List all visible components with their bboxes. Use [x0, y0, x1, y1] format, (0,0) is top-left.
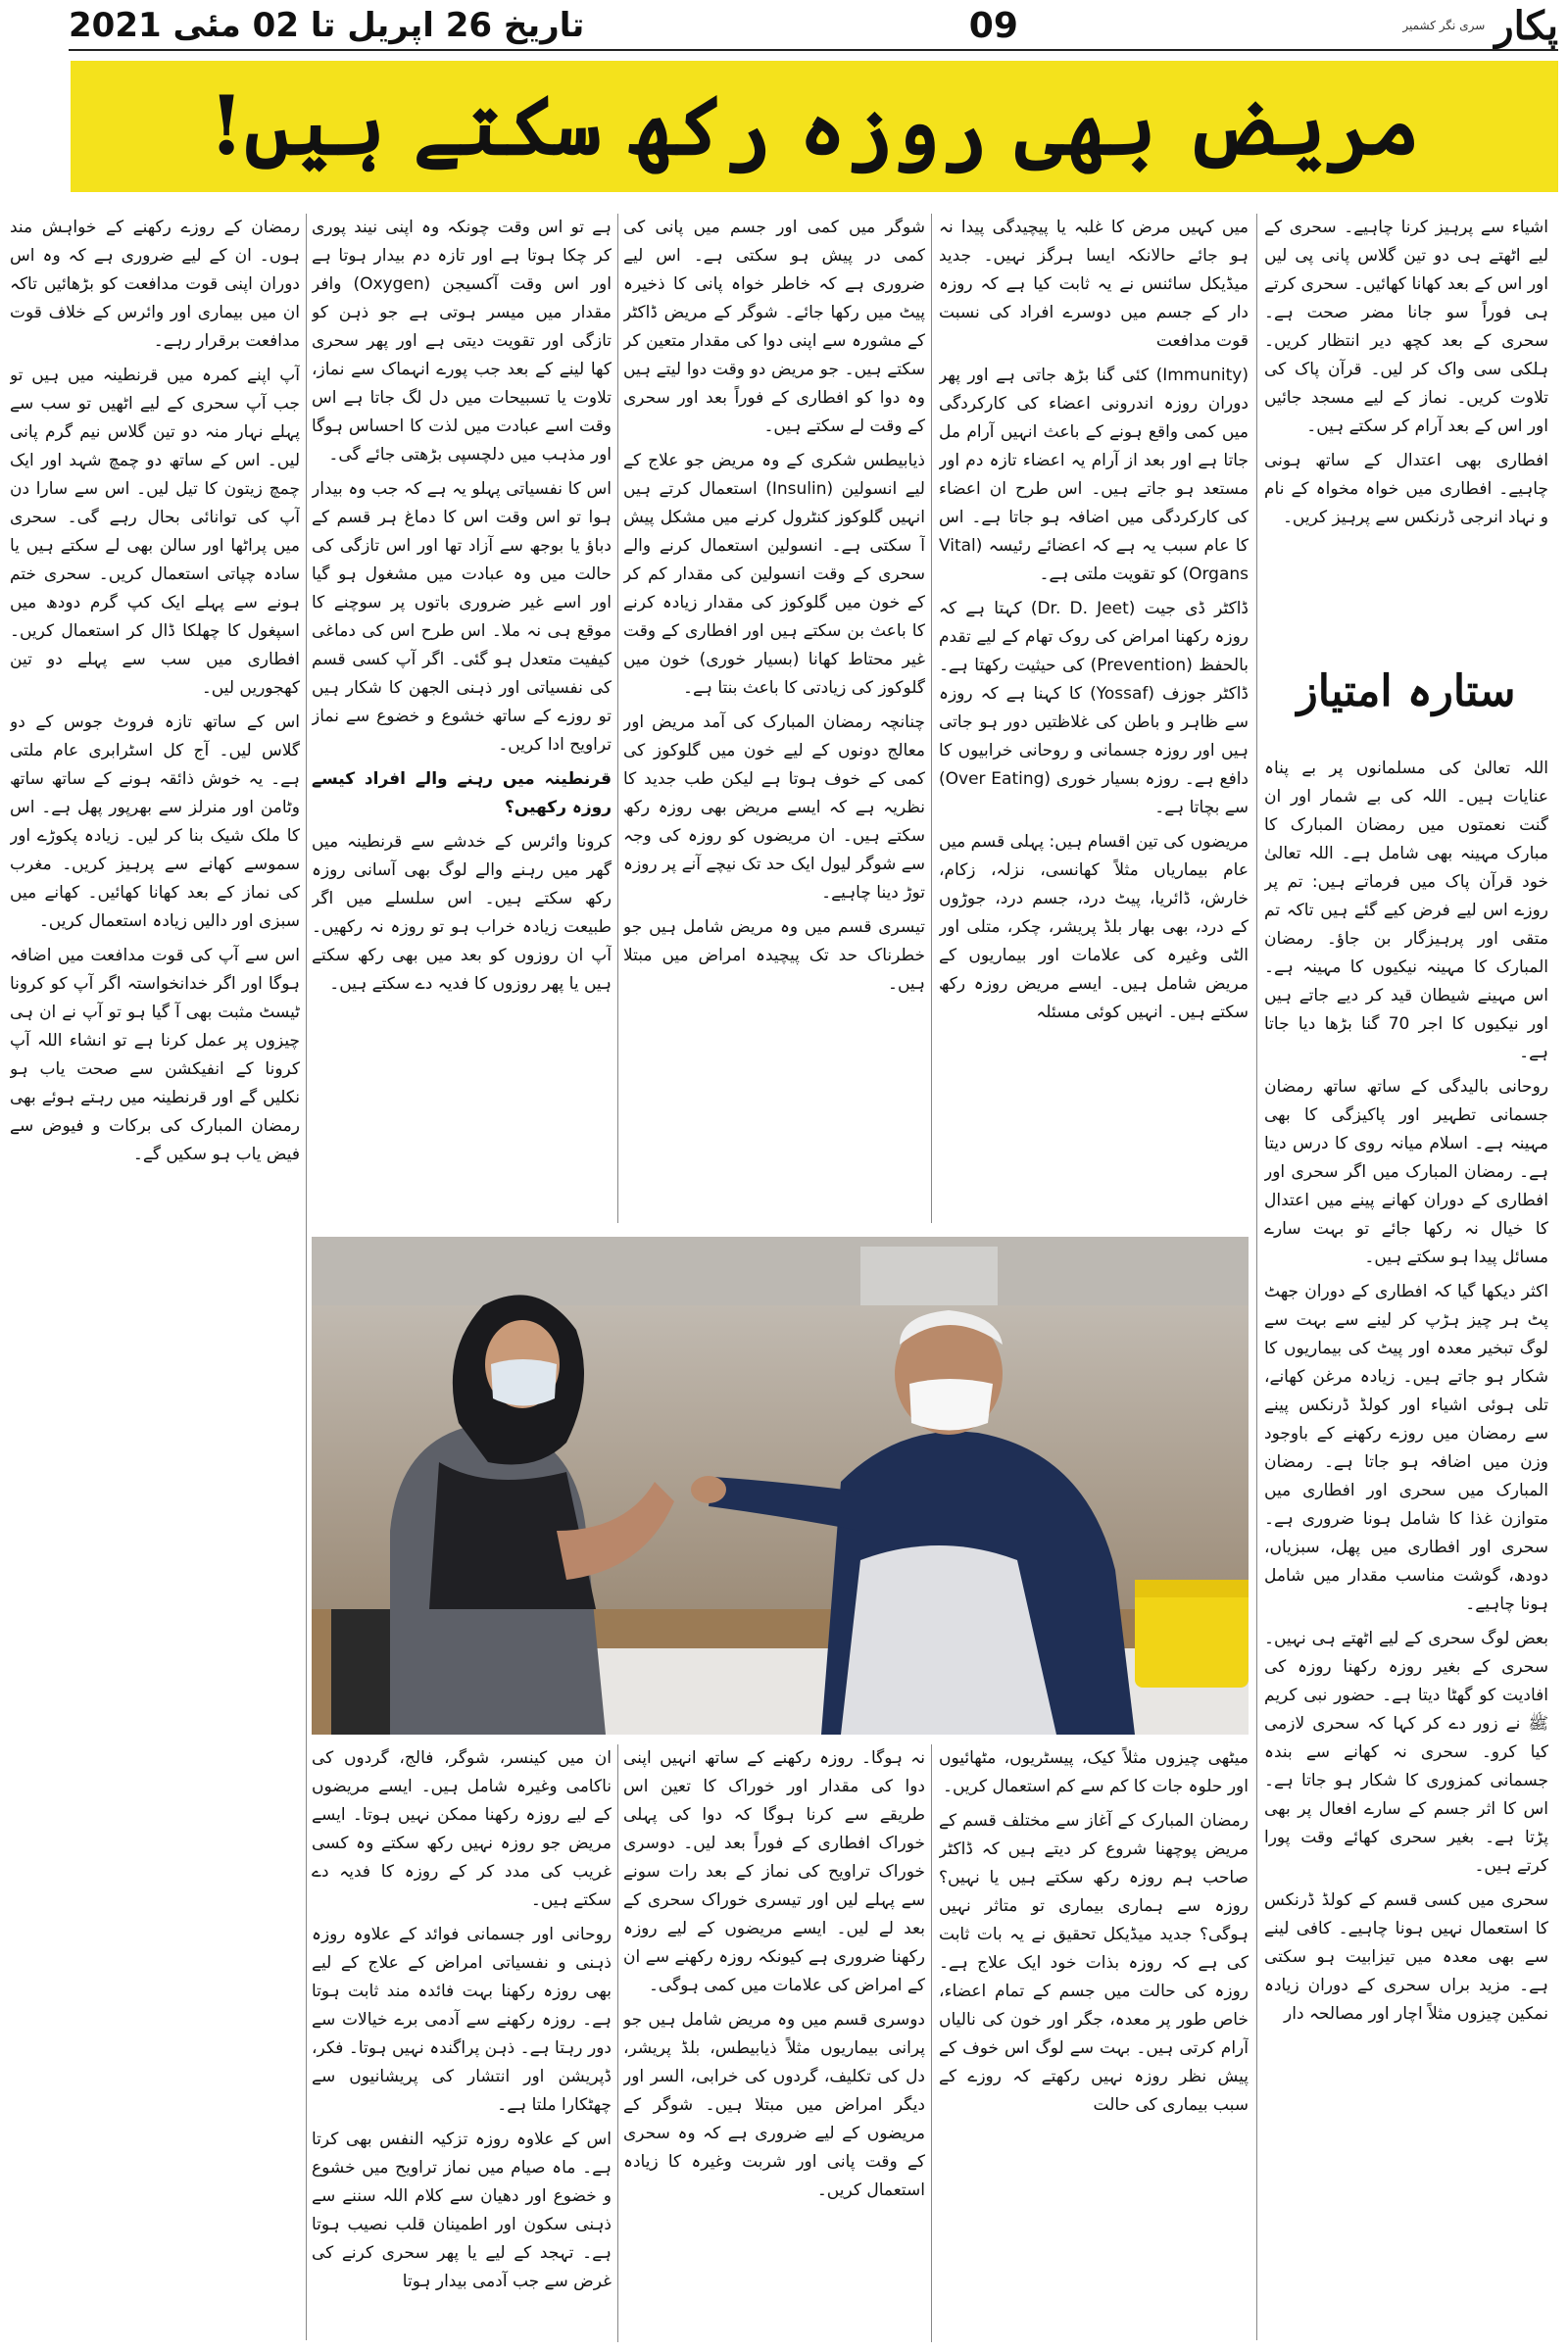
paragraph: افطاری بھی اعتدال کے ساتھ ہونی چاہیے۔ افطاری میں خواہ مخواہ کے نام و نہاد انرجی ڈرنکس سے پرہیز کریں۔ [1264, 451, 1548, 527]
subheading: قرنطینہ میں رہنے والے افراد کیسے روزہ رکھیں؟ [312, 769, 612, 817]
column-1-top [1264, 214, 1548, 645]
header-rule [69, 49, 1558, 51]
column-1 [1264, 755, 1548, 2342]
paragraph: سحری میں کسی قسم کے کولڈ ڈرنکس کا استعمال نہیں ہونا چاہیے۔ کافی لینے سے بھی معدہ میں تیزابیت ہو سکتی ہے۔ مزید براں سحری کے دوران زیادہ نمکین چیزوں مثلاً اچار اور مصالحہ دار [1264, 1890, 1548, 2024]
paragraph: ذیابیطس شکری کے وہ مریض جو علاج کے لیے انسولین (Insulin) استعمال کرتے ہیں انہیں گلوکوز کنٹرول کرنے میں مشکل پیش آ سکتی ہے۔ انسولین استعمال کرنے والے سحری کے وقت انسولین کی مقدار کم کر کے خون میں گلوکوز کی مقدار زیادہ کرنے کا باعث بن سکتے ہیں اور افطاری کے وقت غیر محتاط کھانا (بسیار خوری) خون میں گلوکوز کی زیادتی کا باعث بنتا ہے۔ [623, 451, 925, 698]
paragraph: (Immunity) کئی گنا بڑھ جاتی ہے اور پھر دوران روزہ اندرونی اعضاء کی کارکردگی میں کمی واقع ہونے کے باعث انہیں آرام مل جاتا ہے اور بعد از آرام یہ اعضاء تازہ دم اور مستعد ہو جاتے ہیں۔ اس طرح ان اعضاء کی کارکردگی میں اضافہ ہو جاتا ہے۔ اس کا عام سبب یہ ہے کہ اعضائے رئیسہ (Vital Organs) کو تقویت ملتی ہے۔ [939, 366, 1249, 584]
headline: مریض بھی روزہ رکھ سکتے ہیں! [209, 79, 1420, 173]
paragraph: نہ ہوگا۔ روزہ رکھنے کے ساتھ انہیں اپنی دوا کی مقدار اور خوراک کا تعین اس طریقے سے کرنا ہوگا کہ دوا کی پہلی خوراک افطاری کے فوراً بعد لیں۔ دوسری خوراک تراویح کی نماز کے بعد رات سونے سے پہلے لیں اور تیسری خوراک سحری کے بعد لے لیں۔ ایسے مریضوں کے لیے روزہ رکھنا ضروری ہے کیونکہ روزہ رکھنے سے ان کے امراض کی علامات میں کمی ہوگی۔ [623, 1748, 925, 1995]
masthead-logo: پکار [1494, 2, 1558, 49]
paragraph: اس کے ساتھ تازہ فروٹ جوس کے دو گلاس لیں۔ آج کل اسٹرابری عام ملتی ہے۔ یہ خوش ذائقہ ہونے کے ساتھ ساتھ وٹامن اور منرلز سے بھرپور پھل ہے۔ اس کا ملک شیک بنا کر لیں۔ زیادہ پکوڑے اور سموسے کھانے سے پرہیز کریں۔ مغرب کی نماز کے بعد کھانا کھائیں۔ کھانے میں سبزی اور دالیں زیادہ استعمال کریں۔ [10, 712, 300, 931]
paragraph: روحانی بالیدگی کے ساتھ ساتھ رمضان جسمانی تطہیر اور پاکیزگی کا بھی مہینہ ہے۔ اسلام میانہ روی کا درس دیتا ہے۔ رمضان المبارک میں اگر سحری اور افطاری کے دوران کھانے پینے میں اعتدال کا خیال نہ رکھا جائے تو بہت سارے مسائل پیدا ہو سکتے ہیں۔ [1264, 1077, 1548, 1267]
paragraph: اللہ تعالیٰ کی مسلمانوں پر بے پناہ عنایات ہیں۔ اللہ کی بے شمار اور ان گنت نعمتوں میں رمضان المبارک کا مبارک مہینہ بھی شامل ہے۔ اللہ تعالیٰ خود قرآن پاک میں فرماتے ہیں: تم پر روزے اس لیے فرض کیے گئے ہیں تاکہ تم متقی اور پرہیزگار بن جاؤ۔ رمضان المبارک کا مہینہ نیکیوں کا مہینہ ہے۔ اس مہینے شیطان قید کر دیے جاتے ہیں اور نیکیوں کا اجر 70 گنا بڑھا دیا جاتا ہے۔ [1264, 759, 1548, 1062]
column-3-bottom [623, 1744, 925, 2342]
paragraph: بعض لوگ سحری کے لیے اٹھتے ہی نہیں۔ سحری کے بغیر روزہ رکھنا روزہ کی افادیت کو گھٹا دیتا ہے۔ حضور نبی کریم ﷺ نے زور دے کر کہا کہ سحری لازمی کیا کرو۔ سحری نہ کھانے سے بندہ جسمانی کمزوری کا شکار ہو جاتا ہے۔ اس کا اثر جسم کے سارے افعال پر بھی پڑتا ہے۔ بغیر سحری کھائے وقت پورا کرتے ہیں۔ [1264, 1629, 1548, 1876]
column-4 [312, 214, 612, 1213]
paragraph: تیسری قسم میں وہ مریض شامل ہیں جو خطرناک حد تک پیچیدہ امراض میں مبتلا ہیں۔ [623, 917, 925, 994]
paragraph: روحانی اور جسمانی فوائد کے علاوہ روزہ ذہنی و نفسیاتی امراض کے علاج کے لیے بھی روزہ رکھنا بہت فائدہ مند ثابت ہوتا ہے۔ روزہ رکھنے سے آدمی برے خیالات سے دور رہتا ہے۔ ذہن پراگندہ نہیں ہوتا۔ فکر، ڈپریشن اور انتشار کی پریشانیوں سے چھٹکارا ملتا ہے۔ [312, 1925, 612, 2115]
column-5 [10, 214, 300, 2340]
headline-banner [71, 61, 1558, 192]
paragraph: ہے تو اس وقت چونکہ وہ اپنی نیند پوری کر چکا ہوتا ہے اور تازہ دم بیدار ہوتا ہے اور اس وقت آکسیجن (Oxygen) وافر مقدار میں میسر ہوتی ہے جو ذہن کو تازگی اور تقویت دیتی ہے اور پھر سحری کھا لینے کے بعد جب پورے انہماک سے نماز، تلاوت یا تسبیحات میں دل لگ جاتا ہے اس وقت اسے عبادت میں لذت کا احساس ہوگا اور مذہب میں دلچسپی بڑھتی جائے گی۔ [312, 218, 612, 465]
column-2 [939, 214, 1249, 1213]
column-2-bottom [939, 1744, 1249, 2342]
masthead-subtitle: سری نگر کشمیر [1402, 19, 1486, 32]
paragraph: ان میں کینسر، شوگر، فالج، گردوں کی ناکامی وغیرہ شامل ہیں۔ ایسے مریضوں کے لیے روزہ رکھنا ممکن نہیں ہوتا۔ ایسے مریض جو روزہ نہیں رکھ سکتے وہ کسی غریب کی مدد کر کے روزہ کا فدیہ دے سکتے ہیں۔ [312, 1748, 612, 1910]
paragraph: میں کہیں مرض کا غلبہ یا پیچیدگی پیدا نہ ہو جائے حالانکہ ایسا ہرگز نہیں۔ جدید میڈیکل سائنس نے یہ ثابت کیا ہے کہ روزہ دار کے جسم میں دوسرے افراد کی نسبت قوت مدافعت [939, 218, 1249, 351]
paragraph: مریضوں کی تین اقسام ہیں: پہلی قسم میں عام بیماریاں مثلاً کھانسی، نزلہ، زکام، خارش، ڈائریا، پیٹ درد، جسم درد، جوڑوں کے درد، بھی بھار بلڈ پریشر، چکر، متلی اور الٹی وغیرہ کی علامات اور بیماریوں کے مریض شامل ہیں۔ ایسے مریض روزہ رکھ سکتے ہیں۔ انہیں کوئی مسئلہ [939, 832, 1249, 1022]
header-bar [69, 2, 1558, 49]
paragraph: دوسری قسم میں وہ مریض شامل ہیں جو پرانی بیماریوں مثلاً ذیابیطس، بلڈ پریشر، دل کی تکلیف، گردوں کی خرابی، السر اور دیگر امراض میں مبتلا ہیں۔ شوگر کے مریضوں کے لیے ضروری ہے کہ وہ سحری کے وقت پانی اور شربت وغیرہ کا زیادہ استعمال کریں۔ [623, 2010, 925, 2200]
paragraph: کرونا وائرس کے خدشے سے قرنطینہ میں گھر میں رہنے والے لوگ بھی آسانی روزہ رکھ سکتے ہیں۔ اس سلسلے میں اگر طبیعت زیادہ خراب ہو تو روزہ نہ رکھیں۔ آپ ان روزوں کو بعد میں بھی رکھ سکتے ہیں یا پھر روزوں کا فدیہ دے سکتے ہیں۔ [312, 832, 612, 994]
paragraph: اس کا نفسیاتی پہلو یہ ہے کہ جب وہ بیدار ہوا تو اس وقت اس کا دماغ ہر قسم کے دباؤ یا بوجھ سے آزاد تھا اور اس تازگی کی حالت میں وہ عبادت میں مشغول ہو گیا اور اسے غیر ضروری باتوں پر سوچنے کا موقع ہی نہ ملا۔ اس طرح اس کی دماغی کیفیت متعدل ہو گئی۔ اگر آپ کسی قسم کی نفسیاتی اور ذہنی الجھن کا شکار ہیں تو روزے کے ساتھ خشوع و خضوع سے نماز تراویح ادا کریں۔ [312, 479, 612, 755]
paragraph: میٹھی چیزوں مثلاً کیک، پیسٹریوں، مٹھائیوں اور حلوہ جات کا کم سے کم استعمال کریں۔ [939, 1748, 1249, 1796]
paragraph: اشیاء سے پرہیز کرنا چاہیے۔ سحری کے لیے اٹھتے ہی دو تین گلاس پانی پی لیں اور اس کے بعد کھانا کھائیں۔ سحری کرتے ہی فوراً سو جانا مضر صحت ہے۔ سحری کے بعد کچھ دیر انتظار کریں۔ ہلکی سی واک کر لیں۔ قرآن پاک کی تلاوت کریں۔ نماز کے لیے مسجد جائیں اور اس کے بعد آرام کر سکتے ہیں۔ [1264, 218, 1548, 436]
paragraph: آپ اپنے کمرہ میں قرنطینہ میں ہیں تو جب آپ سحری کے لیے اٹھیں تو سب سے پہلے نہار منہ دو تین گلاس نیم گرم پانی لیں۔ اس کے ساتھ دو چمچ شہد اور ایک چمچ زیتون کا تیل لیں۔ اس سے سارا دن آپ کی توانائی بحال رہے گی۔ سحری میں پراٹھا اور سالن بھی لے سکتے ہیں یا سادہ چپاتی استعمال کریں۔ سحری ختم ہونے سے پہلے ایک کپ گرم دودھ میں اسپغول کا چھلکا ڈال کر استعمال کریں۔ افطاری میں سب سے پہلے دو تین کھجوریں لیں۔ [10, 366, 300, 698]
paragraph: چنانچہ رمضان المبارک کی آمد مریض اور معالج دونوں کے لیے خون میں گلوکوز کی کمی کے خوف ہوتا ہے لیکن طب جدید کا نظریہ ہے کہ ایسے مریض بھی روزہ رکھ سکتے ہیں۔ ان مریضوں کو روزہ کی وجہ سے شوگر لیول ایک حد تک نیچے آنے پر روزہ توڑ دینا چاہیے۔ [623, 712, 925, 903]
issue-date: تاریخ 26 اپریل تا 02 مئی 2021 [69, 6, 585, 45]
column-3 [623, 214, 925, 1213]
masthead [1402, 3, 1558, 49]
paragraph: رمضان المبارک کے آغاز سے مختلف قسم کے مریض پوچھنا شروع کر دیتے ہیں کہ ڈاکٹر صاحب ہم روزہ رکھ سکتے ہیں یا نہیں؟ روزہ سے ہماری بیماری تو متاثر نہیں ہوگی؟ جدید میڈیکل تحقیق نے یہ بات ثابت کی ہے کہ روزہ بذات خود ایک علاج ہے۔ روزہ کی حالت میں جسم کے تمام اعضاء، خاص طور پر معدہ، جگر اور خون کی نالیاں آرام کرتی ہیں۔ بہت سے لوگ اس خوف کے پیش نظر روزہ نہیں رکھتے کہ روزے کے سبب بیماری کی حالت [939, 1811, 1249, 2115]
page-number: 09 [968, 5, 1018, 46]
paragraph: شوگر میں کمی اور جسم میں پانی کی کمی در پیش ہو سکتی ہے۔ اس لیے ضروری ہے کہ خاطر خواہ پانی کا ذخیرہ پیٹ میں رکھا جائے۔ شوگر کے مریض ڈاکٹر کے مشورہ سے اپنی دوا کی مقدار متعین کر سکتے ہیں۔ جو مریض دو وقت دوا لیتے ہیں وہ دوا کو افطاری کے فوراً بعد اور سحری کے وقت لے سکتے ہیں۔ [623, 218, 925, 436]
paragraph: اکثر دیکھا گیا کہ افطاری کے دوران جھٹ پٹ ہر چیز ہڑپ کر لینے سے بہت سے لوگ تبخیر معدہ اور پیٹ کی بیماریوں کا شکار ہو جاتے ہیں۔ زیادہ مرغن کھانے، تلی ہوئی اشیاء اور کولڈ ڈرنکس پینے سے رمضان میں روزے رکھنے کے باوجود وزن میں اضافہ ہو جاتا ہے۔ رمضان المبارک میں سحری اور افطاری میں متوازن غذا کا شامل ہونا ضروری ہے۔ سحری اور افطاری میں پھل، سبزیاں، دودھ، گوشت مناسب مقدار میں شامل ہونا چاہیے۔ [1264, 1282, 1548, 1614]
vaccination-photo [312, 1237, 1249, 1735]
paragraph: رمضان کے روزے رکھنے کے خواہش مند ہوں۔ ان کے لیے ضروری ہے کہ وہ اس دوران اپنی قوت مدافعت کو بڑھائیں تاکہ ان میں بیماری اور وائرس کے خلاف قوت مدافعت برقرار رہے۔ [10, 218, 300, 351]
paragraph: ڈاکٹر ڈی جیت (Dr. D. Jeet) کہتا ہے کہ روزہ رکھنا امراض کی روک تھام کے لیے تقدم بالحفظ (Prevention) کی حیثیت رکھتا ہے۔ ڈاکٹر جوزف (Yossaf) کا کہنا ہے کہ روزہ سے ظاہر و باطن کی غلاظتیں دور ہو جاتی ہیں اور روزہ جسمانی و روحانی خرابیوں کا دافع ہے۔ روزہ بسیار خوری (Over Eating) سے بچاتا ہے۔ [939, 599, 1249, 817]
paragraph: اس سے آپ کی قوت مدافعت میں اضافہ ہوگا اور اگر خدانخواستہ اگر آپ کو کرونا ٹیسٹ مثبت بھی آ گیا ہو تو آپ نے ان ہی چیزوں پر عمل کرنا ہے تو انشاء اللہ آپ کرونا کے انفیکشن سے صحت یاب ہو نکلیں گے اور قرنطینہ میں رہتے ہوئے بھی رمضان المبارک کی برکات و فیوض سے فیض یاب ہو سکیں گے۔ [10, 946, 300, 1164]
author-byline: ستارہ امتیاز [1297, 666, 1516, 716]
column-4-bottom [312, 1744, 612, 2342]
paragraph: اس کے علاوہ روزہ تزکیہ النفس بھی کرتا ہے۔ ماہ صیام میں نماز تراویح میں خشوع و خضوع اور دھیان سے کلام اللہ سننے سے ذہنی سکون اور اطمینان قلب نصیب ہوتا ہے۔ تہجد کے لیے یا پھر سحری کرنے کی غرض سے جب آدمی بیدار ہوتا [312, 2130, 612, 2291]
